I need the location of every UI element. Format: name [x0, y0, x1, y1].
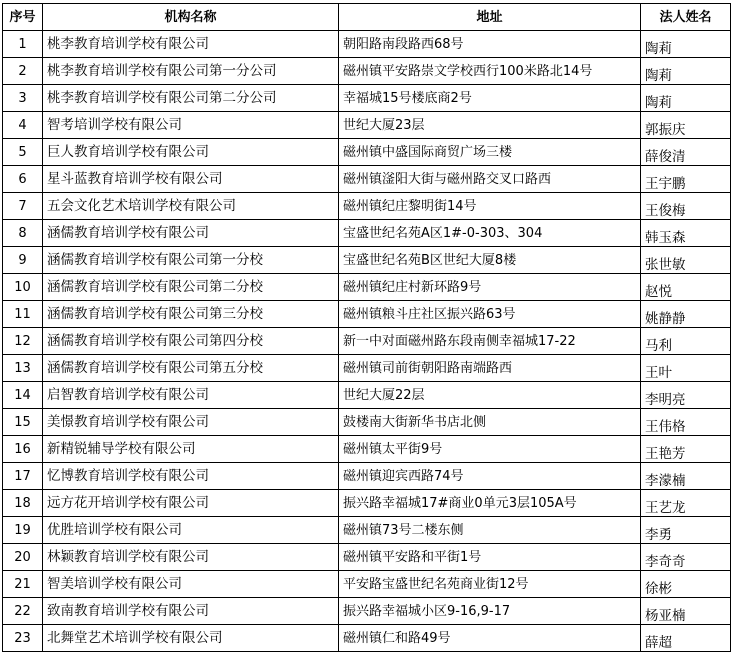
row-legal-name: 韩玉森 — [641, 220, 731, 247]
row-index: 12 — [3, 328, 43, 355]
table-row — [3, 598, 731, 625]
table-body — [3, 31, 731, 652]
table-row — [3, 301, 731, 328]
row-index: 7 — [3, 193, 43, 220]
row-index: 5 — [3, 139, 43, 166]
row-org-name: 巨人教育培训学校有限公司 — [43, 139, 339, 166]
row-index: 13 — [3, 355, 43, 382]
table-row — [3, 247, 731, 274]
row-address: 新一中对面磁州路东段南侧幸福城17-22 — [339, 328, 641, 355]
table-row — [3, 544, 731, 571]
row-org-name: 桃李教育培训学校有限公司第二分公司 — [43, 85, 339, 112]
row-legal-name: 陶莉 — [641, 31, 731, 58]
row-org-name: 新精锐辅导学校有限公司 — [43, 436, 339, 463]
row-index: 8 — [3, 220, 43, 247]
row-address: 宝盛世纪名苑A区1#-0-303、304 — [339, 220, 641, 247]
row-org-name: 致南教育培训学校有限公司 — [43, 598, 339, 625]
table-row — [3, 220, 731, 247]
row-address: 世纪大厦23层 — [339, 112, 641, 139]
row-legal-name: 李明亮 — [641, 382, 731, 409]
row-address: 磁州镇73号二楼东侧 — [339, 517, 641, 544]
row-address: 平安路宝盛世纪名苑商业街12号 — [339, 571, 641, 598]
row-legal-name: 陶莉 — [641, 58, 731, 85]
row-org-name: 涵儒教育培训学校有限公司 — [43, 220, 339, 247]
row-org-name: 优胜培训学校有限公司 — [43, 517, 339, 544]
row-address: 朝阳路南段路西68号 — [339, 31, 641, 58]
row-index: 20 — [3, 544, 43, 571]
row-org-name: 北舞堂艺术培训学校有限公司 — [43, 625, 339, 652]
table-row — [3, 139, 731, 166]
row-address: 磁州镇纪庄村新环路9号 — [339, 274, 641, 301]
row-org-name: 远方花开培训学校有限公司 — [43, 490, 339, 517]
row-org-name: 涵儒教育培训学校有限公司第四分校 — [43, 328, 339, 355]
table-row — [3, 31, 731, 58]
row-legal-name: 陶莉 — [641, 85, 731, 112]
row-legal-name: 李奇奇 — [641, 544, 731, 571]
row-index: 4 — [3, 112, 43, 139]
row-legal-name: 王叶 — [641, 355, 731, 382]
row-org-name: 涵儒教育培训学校有限公司第一分校 — [43, 247, 339, 274]
header-org: 机构名称 — [43, 4, 339, 31]
row-org-name: 涵儒教育培训学校有限公司第二分校 — [43, 274, 339, 301]
row-legal-name: 王艺龙 — [641, 490, 731, 517]
row-legal-name: 薛俊清 — [641, 139, 731, 166]
row-address: 磁州镇迎宾西路74号 — [339, 463, 641, 490]
row-address: 鼓楼南大街新华书店北侧 — [339, 409, 641, 436]
row-legal-name: 杨亚楠 — [641, 598, 731, 625]
row-org-name: 桃李教育培训学校有限公司第一分公司 — [43, 58, 339, 85]
row-legal-name: 姚静静 — [641, 301, 731, 328]
row-legal-name: 李濛楠 — [641, 463, 731, 490]
institutions-table — [2, 3, 731, 652]
row-legal-name: 赵悦 — [641, 274, 731, 301]
row-address: 振兴路幸福城小区9-16,9-17 — [339, 598, 641, 625]
row-index: 10 — [3, 274, 43, 301]
row-index: 3 — [3, 85, 43, 112]
row-address: 振兴路幸福城17#商业0单元3层105A号 — [339, 490, 641, 517]
row-index: 6 — [3, 166, 43, 193]
row-legal-name: 王宇鹏 — [641, 166, 731, 193]
row-index: 23 — [3, 625, 43, 652]
row-address: 磁州镇平安路崇文学校西行100米路北14号 — [339, 58, 641, 85]
row-legal-name: 王俊梅 — [641, 193, 731, 220]
row-org-name: 林颖教育培训学校有限公司 — [43, 544, 339, 571]
table-row — [3, 490, 731, 517]
header-legal: 法人姓名 — [641, 4, 731, 31]
table-row — [3, 328, 731, 355]
row-index: 15 — [3, 409, 43, 436]
row-address: 磁州镇纪庄黎明街14号 — [339, 193, 641, 220]
row-org-name: 智美培训学校有限公司 — [43, 571, 339, 598]
row-legal-name: 王伟格 — [641, 409, 731, 436]
table-row — [3, 517, 731, 544]
row-legal-name: 马利 — [641, 328, 731, 355]
row-legal-name: 李勇 — [641, 517, 731, 544]
table-row — [3, 463, 731, 490]
row-address: 宝盛世纪名苑B区世纪大厦8楼 — [339, 247, 641, 274]
table-row — [3, 436, 731, 463]
table-row — [3, 409, 731, 436]
row-address: 磁州镇中盛国际商贸广场三楼 — [339, 139, 641, 166]
header-index: 序号 — [3, 4, 43, 31]
row-index: 11 — [3, 301, 43, 328]
table-row — [3, 112, 731, 139]
row-org-name: 桃李教育培训学校有限公司 — [43, 31, 339, 58]
row-index: 16 — [3, 436, 43, 463]
row-address: 幸福城15号楼底商2号 — [339, 85, 641, 112]
table-row — [3, 625, 731, 652]
row-legal-name: 薛超 — [641, 625, 731, 652]
row-org-name: 美憬教育培训学校有限公司 — [43, 409, 339, 436]
row-address: 磁州镇司前街朝阳路南端路西 — [339, 355, 641, 382]
row-address: 磁州镇太平街9号 — [339, 436, 641, 463]
row-index: 18 — [3, 490, 43, 517]
row-legal-name: 郭振庆 — [641, 112, 731, 139]
table-row — [3, 382, 731, 409]
table-row — [3, 274, 731, 301]
row-legal-name: 张世敏 — [641, 247, 731, 274]
row-address: 世纪大厦22层 — [339, 382, 641, 409]
table-row — [3, 58, 731, 85]
row-index: 1 — [3, 31, 43, 58]
row-org-name: 智考培训学校有限公司 — [43, 112, 339, 139]
row-address: 磁州镇仁和路49号 — [339, 625, 641, 652]
table-row — [3, 166, 731, 193]
row-address: 磁州镇粮斗庄社区振兴路63号 — [339, 301, 641, 328]
row-address: 磁州镇平安路和平街1号 — [339, 544, 641, 571]
row-index: 19 — [3, 517, 43, 544]
row-org-name: 五会文化艺术培训学校有限公司 — [43, 193, 339, 220]
row-legal-name: 徐彬 — [641, 571, 731, 598]
table-row — [3, 193, 731, 220]
row-index: 22 — [3, 598, 43, 625]
row-org-name: 忆博教育培训学校有限公司 — [43, 463, 339, 490]
row-index: 9 — [3, 247, 43, 274]
header-row — [3, 4, 731, 31]
training-institutions-sheet — [2, 3, 730, 652]
row-org-name: 星斗蓝教育培训学校有限公司 — [43, 166, 339, 193]
header-address: 地址 — [339, 4, 641, 31]
row-org-name: 涵儒教育培训学校有限公司第三分校 — [43, 301, 339, 328]
row-legal-name: 王艳芳 — [641, 436, 731, 463]
row-index: 17 — [3, 463, 43, 490]
table-row — [3, 571, 731, 598]
row-index: 2 — [3, 58, 43, 85]
row-index: 21 — [3, 571, 43, 598]
row-org-name: 启智教育培训学校有限公司 — [43, 382, 339, 409]
table-row — [3, 355, 731, 382]
row-address: 磁州镇滏阳大街与磁州路交叉口路西 — [339, 166, 641, 193]
row-org-name: 涵儒教育培训学校有限公司第五分校 — [43, 355, 339, 382]
row-index: 14 — [3, 382, 43, 409]
table-row — [3, 85, 731, 112]
